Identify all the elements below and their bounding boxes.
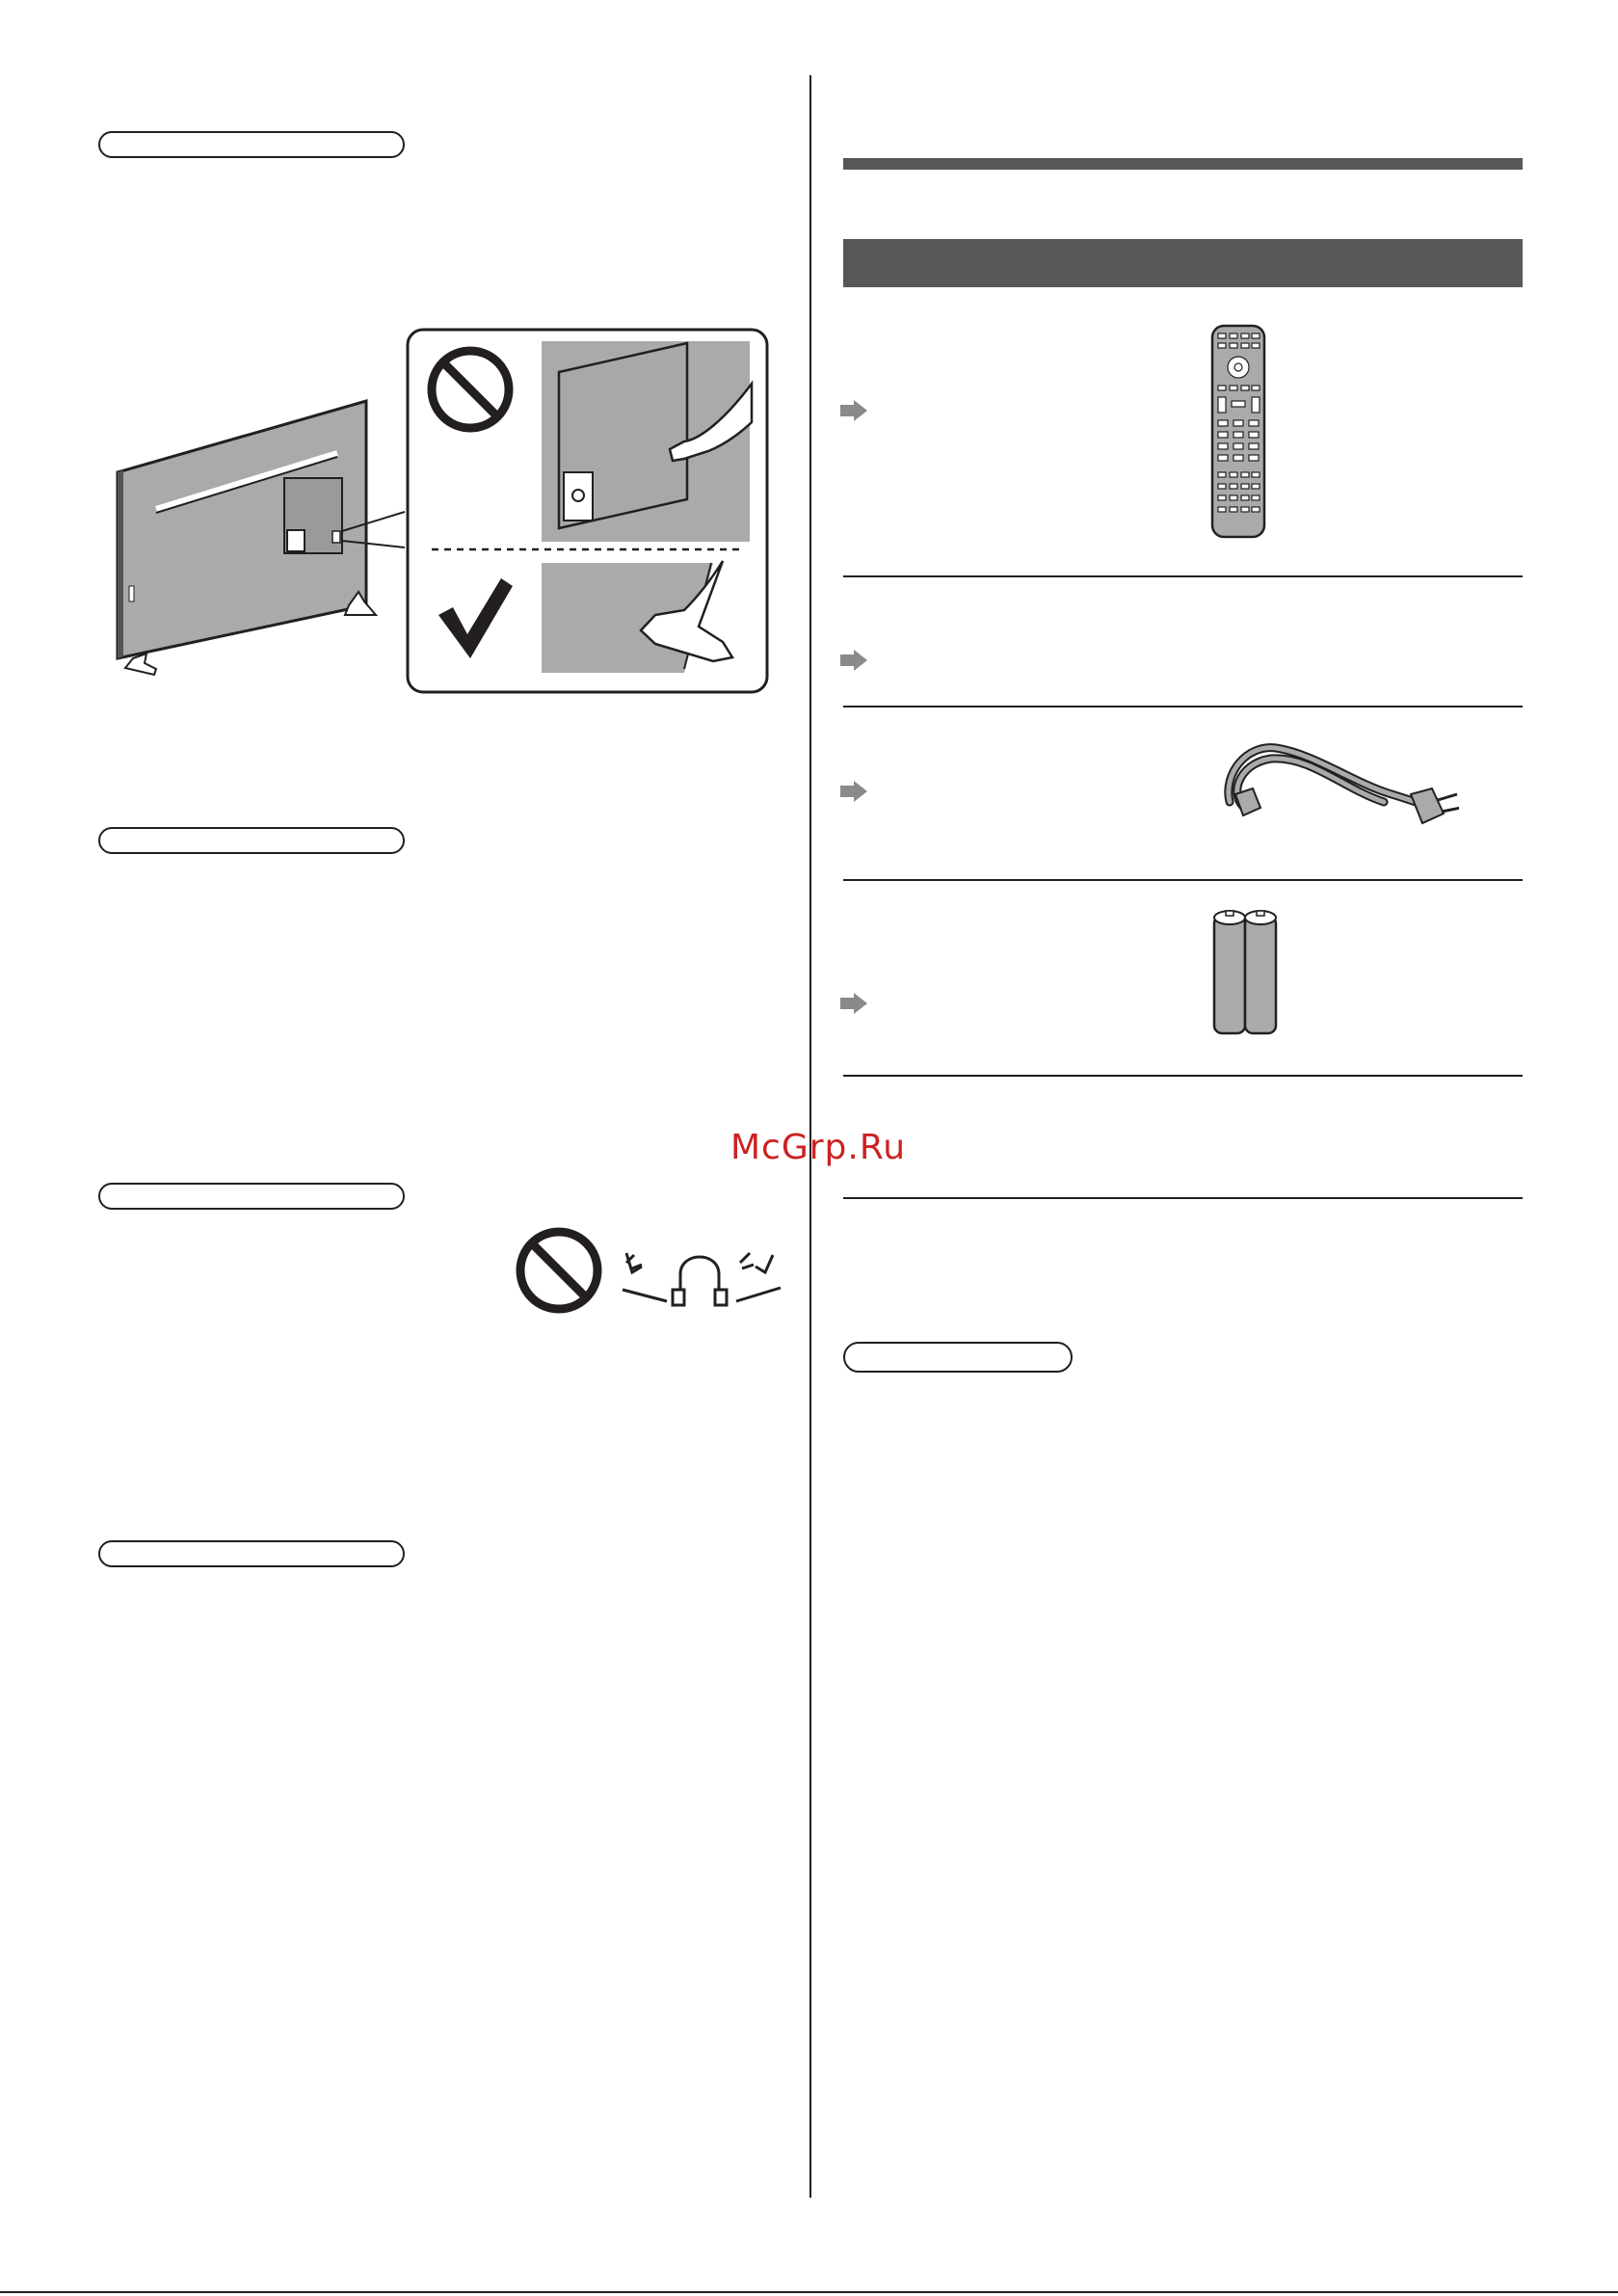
accessory-divider [843,706,1523,707]
section-heading-pill-1 [98,131,405,158]
section-heading-pill-5 [843,1342,1073,1373]
accessory-divider [843,1075,1523,1077]
accessory-divider [843,879,1523,881]
arrow-right-icon [840,650,869,671]
headphones-icon [623,1253,781,1305]
headphone-warning-illustration [513,1224,782,1321]
section-heading-pill-3 [98,1183,405,1210]
power-cord-icon [1218,734,1459,841]
arrow-right-icon [840,781,869,802]
section-heading-pill-2 [98,827,405,854]
batteries-icon [1210,906,1280,1037]
section-header-band [843,239,1523,287]
watermark: McGrp.Ru [729,1128,907,1167]
footer-print-marks [0,2290,1618,2294]
section-heading-pill-4 [98,1540,405,1567]
tv-handling-illustration [106,326,771,697]
accessory-divider [843,1197,1523,1199]
prohibited-icon [520,1232,597,1309]
arrow-right-icon [840,993,869,1014]
remote-control-icon [1210,324,1266,539]
arrow-right-icon [840,400,869,421]
section-rule-top [843,158,1523,170]
accessory-divider [843,575,1523,577]
